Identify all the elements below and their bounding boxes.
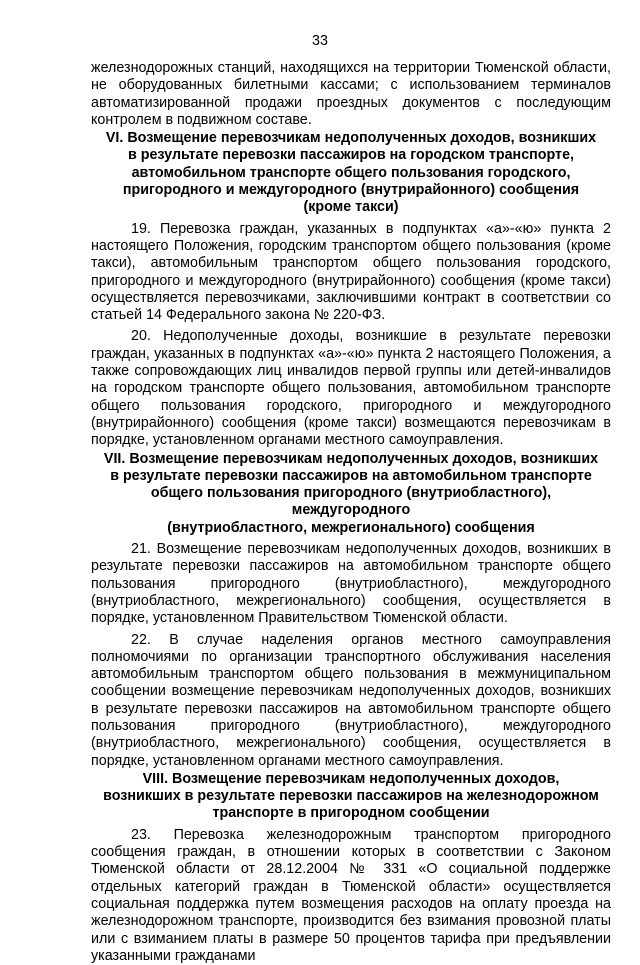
page-content — [91, 60, 611, 965]
heading-line: (кроме такси) — [303, 199, 399, 216]
paragraph-22: 22. В случае наделения органов местного самоуправления полномочиями по организации транспортного обслуживания населения автомобильным транспортом общего пользования в межмуниципальном сообщении возмещение перевозчикам недополученных доходов, возникших в результате перевозки пассажиров на автомобильном транспорте общего пользования пригородного (внутриобластного), междугородного (внутриобластного, межрегионального) сообщения, осуществляется в порядке, установленном органами местного самоуправления. — [91, 631, 611, 769]
paragraph-19: 19. Перевозка граждан, указанных в подпунктах «а»-«ю» пункта 2 настоящего Положения, городским транспортом общего пользования (кроме такси), автомобильным транспортом общего пользования городского, пригородного и междугородного (внутрирайонного) сообщения (кроме такси) осуществляется перевозчиками, заключившими контракт в соответствии со статьей 14 Федерального закона № 220-ФЗ. — [91, 220, 611, 324]
heading-line: VII. Возмещение перевозчикам недополученных доходов, возникших — [103, 450, 599, 467]
heading-line: в результате перевозки пассажиров на городском транспорте, — [127, 147, 574, 164]
heading-line: VIII. Возмещение перевозчикам недополученных доходов, — [142, 770, 560, 787]
section-8-heading — [91, 771, 611, 823]
paragraph-20: 20. Недополученные доходы, возникшие в результате перевозки граждан, указанных в подпунктах «а»-«ю» пункта 2 настоящего Положения, а также сопровождающих лиц инвалидов первой группы или детей-инвалидов на городском транспорте общего пользования, автомобильном транспорте общего пользования городского, пригородного и междугородного (внутрирайонного) сообщения (кроме такси) возмещаются перевозчикам в порядке, установленном органами местного самоуправления. — [91, 328, 611, 449]
heading-line: транспорте в пригородном сообщении — [212, 805, 490, 822]
heading-line: возникших в результате перевозки пассажиров на железнодорожном — [103, 788, 599, 805]
section-6-heading — [91, 130, 611, 216]
heading-line: автомобильном транспорте общего пользования городского, — [131, 164, 571, 181]
paragraph-23: 23. Перевозка железнодорожным транспортом пригородного сообщения граждан, в отношении которых в соответствии с Законом Тюменской области от 28.12.2004 № 331 «О социальной поддержке отдельных категорий граждан в Тюменской области» осуществляется социальная поддержка путем возмещения расходов на оплату проезда на железнодорожном транспорте, производится без взимания провозной платы или с взиманием платы в размере 50 процентов тарифа при предъявлении указанными гражданами — [91, 826, 611, 964]
intro-paragraph: железнодорожных станций, находящихся на территории Тюменской области, не оборудованных билетными кассами; с использованием терминалов автоматизированной продажи проездных документов с последующим контролем в подвижном составе. — [91, 60, 611, 128]
heading-line: (внутриобластного, межрегионального) сообщения — [167, 519, 535, 536]
heading-line: VI. Возмещение перевозчикам недополученных доходов, возникших — [105, 130, 597, 147]
heading-line: пригородного и междугородного (внутрирайонного) сообщения — [122, 182, 580, 199]
page-number: 33 — [312, 33, 328, 49]
section-7-heading — [91, 451, 611, 537]
paragraph-21: 21. Возмещение перевозчикам недополученных доходов, возникших в результате перевозки пассажиров на автомобильном транспорте общего пользования пригородного (внутриобластного), междугородного (внутриобластного, межрегионального) сообщения, осуществляется в порядке, установленном Правительством Тюменской области. — [91, 541, 611, 627]
heading-line: в результате перевозки пассажиров на автомобильном транспорте — [110, 467, 592, 484]
heading-line: общего пользования пригородного (внутриобластного), междугородного — [150, 485, 552, 519]
